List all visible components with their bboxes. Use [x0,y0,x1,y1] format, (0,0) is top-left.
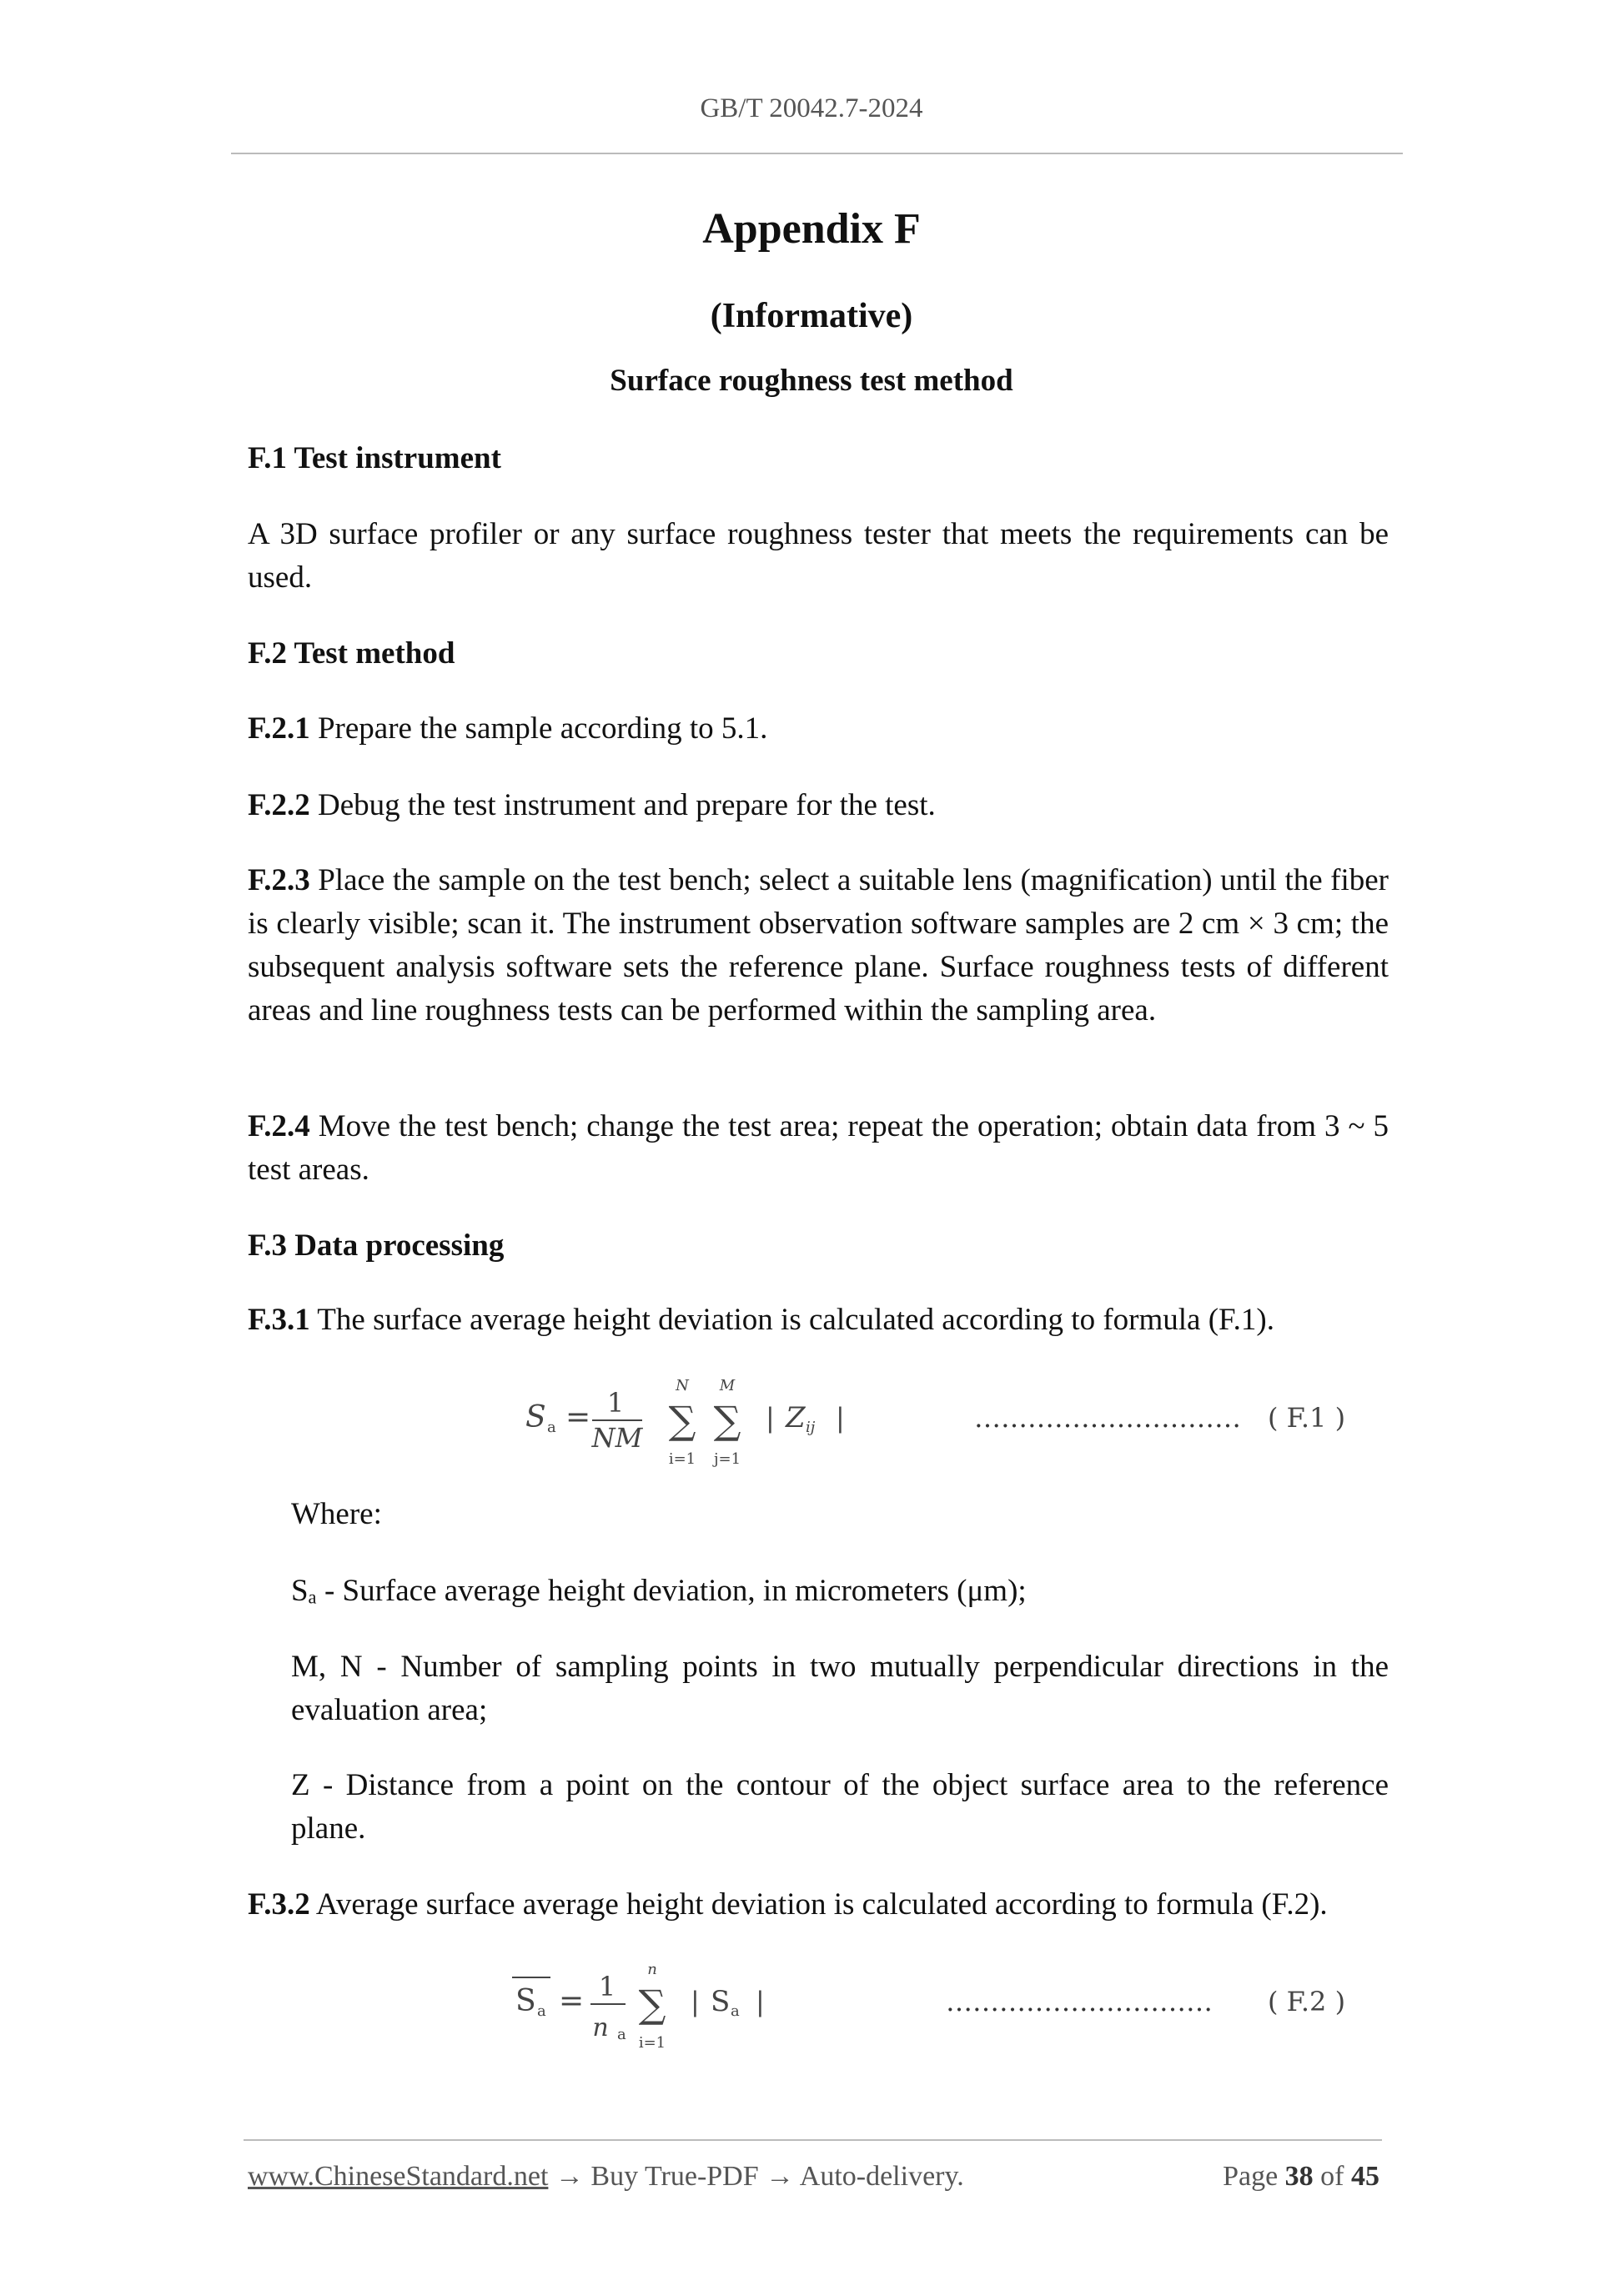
f2-S: S [515,1984,536,2018]
f1-N: N [676,1377,689,1394]
header-rule [231,153,1403,154]
f2-S2: S [711,1985,731,2018]
f32-number: F.3.2 [248,1887,310,1922]
f21-paragraph [248,707,1389,751]
f23-paragraph [248,859,1389,1032]
f1-dots: ………………………… [974,1402,1241,1434]
footer-left [248,2161,964,2193]
f22-number: F.2.2 [248,788,310,822]
of-word: of [1320,2161,1344,2192]
f1-den: NM [591,1422,643,1454]
f23-number: F.2.3 [248,863,310,897]
appendix-title: Appendix F [702,205,921,253]
f1-j1: j=1 [713,1450,741,1468]
f22-paragraph [248,784,1389,827]
f1-S: S [525,1400,546,1434]
f1-one: 1 [606,1387,625,1419]
f21-number: F.2.1 [248,711,310,746]
f3-heading: F.3 Data processing [248,1228,505,1263]
footer-rule [244,2139,1382,2141]
f2-dots: ………………………… [946,1986,1213,2017]
f32-paragraph [248,1883,1389,1927]
appendix-subject: Surface roughness test method [610,364,1013,398]
f2-heading: F.2 Test method [248,636,455,671]
f2-bar-right: | [756,1986,765,2017]
f1-label: ( F.1 ) [1268,1402,1346,1434]
f31-number: F.3.1 [248,1303,310,1337]
f31-paragraph [248,1299,1389,1342]
f32-text: Average surface average height deviation is calculated according to formula (F.2). [309,1887,1328,1922]
f1-bar-right: | [836,1402,845,1434]
f1-sum1-icon: ∑ [668,1398,696,1443]
f1-M: M [719,1377,736,1394]
formula-f2 [500,1956,1401,2056]
formula-f1 [517,1372,1418,1472]
f23-text: Place the sample on the test bench; select a suitable lens (magnification) until the fiber is clearly visible; scan it. The instrument observation software samples are 2 cm × 3 cm; the subsequent analysis software sets the reference plane. Surface roughness tests of different areas and line roughness tests can be performed within the sampling area. [248,863,1389,1027]
page-total: 45 [1351,2161,1379,2192]
f24-text: Move the test bench; change the test area; repeat the operation; obtain data from 3 ~ 5 test areas. [248,1109,1389,1187]
f1-bar-left: | [766,1402,775,1434]
f1-text: A 3D surface profiler or any surface roughness tester that meets the requirements can be used. [248,517,1389,595]
page-indicator [1223,2161,1379,2193]
f2-one: 1 [598,1971,616,2002]
f2-na: a [617,2026,626,2043]
f1-sub-a: a [547,1419,556,1436]
f2-sub-a2: a [731,2002,740,2020]
footer-tagline: → Buy True-PDF → Auto-delivery. [548,2161,964,2192]
f24-number: F.2.4 [248,1109,310,1143]
f2-bar-left: | [691,1986,700,2017]
f1-eq: = [565,1400,591,1434]
f1-sum2-icon: ∑ [713,1398,741,1443]
f1-heading: F.1 Test instrument [248,441,501,475]
header-doc-id: GB/T 20042.7-2024 [700,93,923,123]
f24-paragraph [248,1105,1389,1192]
def-sa: Sₐ - Surface average height deviation, in micrometers (μm); [291,1574,1027,1608]
page-word: Page [1223,2161,1279,2192]
f2-label: ( F.2 ) [1268,1986,1346,2017]
f1-Z: Z [786,1401,806,1434]
def-z: Z - Distance from a point on the contour of the object surface area to the reference plane. [291,1768,1389,1846]
f2-n-top: n [647,1961,657,1978]
where-label: Where: [291,1497,382,1531]
appendix-type: (Informative) [710,297,913,335]
f2-i1: i=1 [638,2034,666,2052]
f1-ij: ij [806,1419,816,1436]
f31-text: The surface average height deviation is calculated according to formula (F.1). [309,1303,1274,1337]
f1-i1: i=1 [668,1450,696,1468]
page-number: 38 [1284,2161,1314,2192]
f21-text: Prepare the sample according to 5.1. [309,711,768,746]
f22-text: Debug the test instrument and prepare for the test. [309,788,936,822]
f2-eq: = [559,1984,585,2018]
def-mn: M, N - Number of sampling points in two mutually perpendicular directions in the evaluation area; [291,1650,1389,1727]
f2-sub-a: a [537,2002,546,2020]
f2-n: n [592,2013,609,2042]
f2-sum-icon: ∑ [638,1982,666,2027]
footer-link[interactable]: www.ChineseStandard.net [248,2161,549,2192]
